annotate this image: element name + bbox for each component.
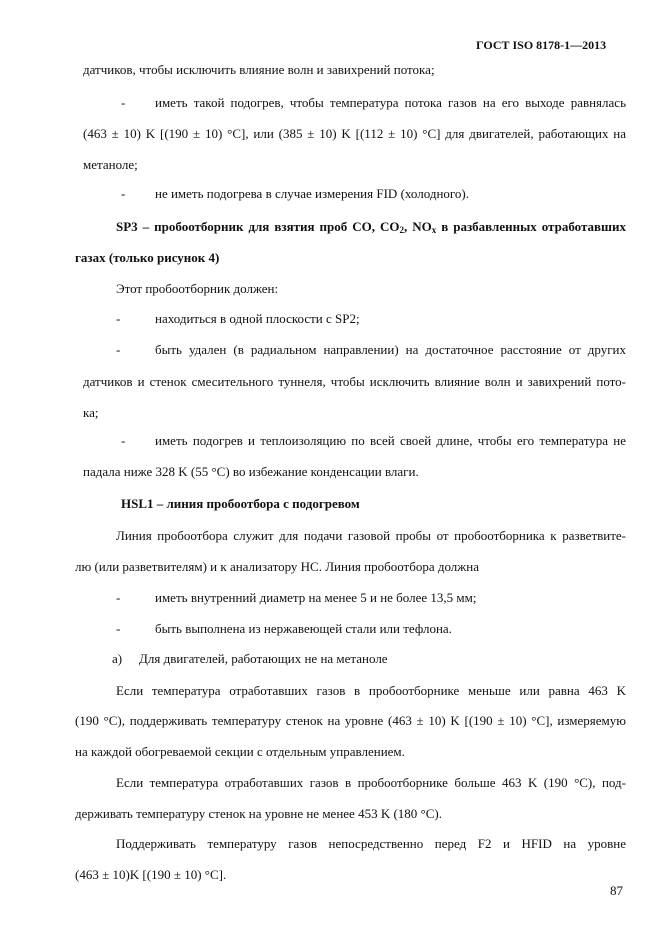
list-bullet: - <box>116 590 121 605</box>
text-line: Линия пробоотбора служит для подачи газовой пробы от пробоотборника к разветвите- <box>116 528 626 543</box>
list-bullet: - <box>121 95 126 110</box>
list-marker: а) <box>112 651 123 666</box>
list-bullet: - <box>116 311 121 326</box>
text-line: быть удален (в радиальном направлении) на достаточное расстояние от других <box>155 342 626 357</box>
text-line: Для двигателей, работающих не на метаноле <box>139 651 388 666</box>
text-line: метаноле; <box>83 157 138 172</box>
list-bullet: - <box>121 433 126 448</box>
text-line: быть выполнена из нержавеющей стали или тефлона. <box>155 621 452 636</box>
text-line: падала ниже 328 K (55 °C) во избежание конденсации влаги. <box>83 464 419 479</box>
section-heading-sp3: SP3 – пробоотборник для взятия проб CO, $CO_2$, $NO_x$ в разбавленных отработавших <box>116 219 627 235</box>
text-line: лю (или разветвителям) и к анализатору НС. Линия пробоотбора должна <box>75 559 479 574</box>
standard-header: ГОСТ ISO 8178-1—2013 <box>476 38 607 52</box>
text-line: иметь такой подогрев, чтобы температура потока газов на его выходе равнялась <box>155 95 626 110</box>
text-line: ка; <box>83 405 99 420</box>
text-line: на каждой обогреваемой секции с отдельным управлением. <box>75 744 405 759</box>
list-bullet: - <box>116 342 121 357</box>
text-line: Если температура отработавших газов в пробоотборнике больше 463 K (190 °C), под- <box>116 775 626 790</box>
text-line: не иметь подогрева в случае измерения FID (холодного). <box>155 186 469 201</box>
text-line: Если температура отработавших газов в пробоотборнике меньше или равна 463 K <box>116 683 626 698</box>
section-heading-hsl1: HSL1 – линия пробоотбора с подогревом <box>121 496 360 511</box>
text-line: (463 ± 10) K [(190 ± 10) °C], или (385 ± 10) K [(112 ± 10) °C] для двигателей, работающих на <box>83 126 626 141</box>
text-line: иметь подогрев и теплоизоляцию по всей своей длине, чтобы его температура не <box>155 433 626 448</box>
section-heading-sp3-cont: газах (только рисунок 4) <box>75 250 220 265</box>
text-line: Поддерживать температуру газов непосредственно перед F2 и HFID на уровне <box>116 836 626 851</box>
list-bullet: - <box>121 186 126 201</box>
text-line: датчиков и стенок смесительного туннеля, чтобы исключить влияние волн и завихрений пото- <box>83 374 626 389</box>
page-number: 87 <box>610 883 623 898</box>
text-line: (190 °C), поддерживать температуру стенок на уровне (463 ± 10) K [(190 ± 10) °C], измеряемую <box>75 713 626 728</box>
text-line: находиться в одной плоскости с SP2; <box>155 311 360 326</box>
text-line: иметь внутренний диаметр на менее 5 и не более 13,5 мм; <box>155 590 477 605</box>
text-line: держивать температуру стенок на уровне не менее 453 K (180 °C). <box>75 806 442 821</box>
text-line: (463 ± 10)K [(190 ± 10) °C]. <box>75 867 227 882</box>
list-bullet: - <box>116 621 121 636</box>
text-line: датчиков, чтобы исключить влияние волн и завихрений потока; <box>83 62 435 77</box>
text-line: Этот пробоотборник должен: <box>116 281 279 296</box>
